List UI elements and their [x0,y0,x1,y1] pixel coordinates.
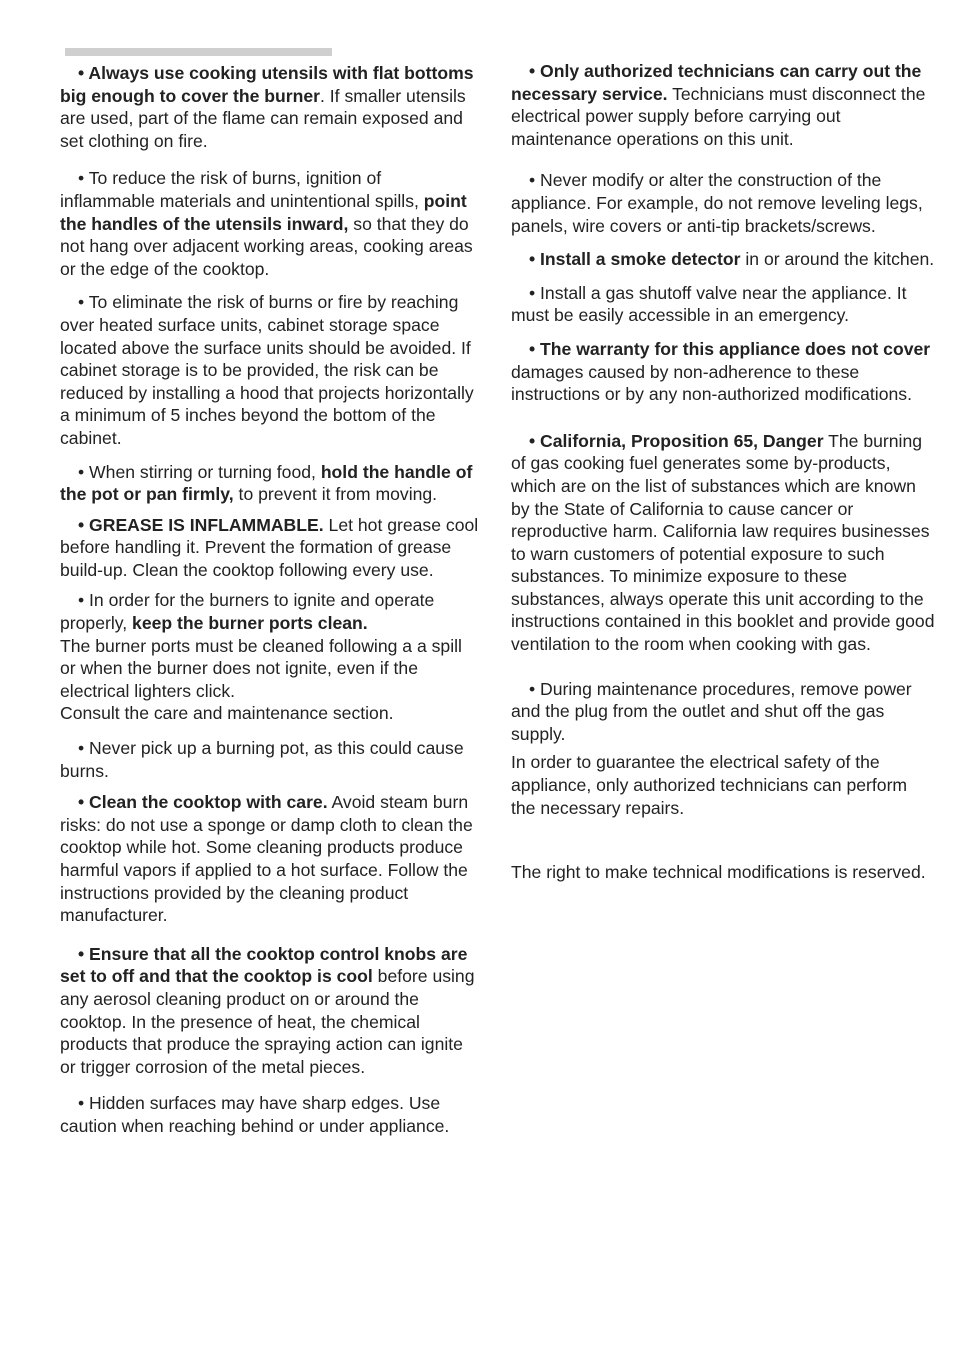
safety-paragraph [60,737,480,782]
safety-paragraph [60,1092,480,1137]
body-text: before using any aerosol cleaning product on or around the cooktop. In the presence of heat, the chemical products that produce the spraying action can ignite or trigger corrosion of the metal pieces. [60,966,475,1077]
body-text: The burning of gas cooking fuel generates some by-products, which are on the list of substances which are known by the State of California to cause cancer or reproductive harm. California law requires businesses to warn customers of potential exposure to such substances. To minimize exposure to these substances, always operate this unit according to the instructions contained in this booklet and provide good ventilation to the room when cooking with gas. [511,430,935,655]
body-text: Consult the care and maintenance section. [60,703,394,724]
safety-paragraph [60,791,480,927]
safety-paragraph [511,282,935,327]
header-rule [65,48,332,56]
safety-paragraph [511,678,935,746]
body-text: • During maintenance procedures, remove power and the plug from the outlet and shut off the gas supply. [511,678,912,744]
safety-paragraph [60,943,480,1079]
safety-paragraph [511,60,935,150]
body-text: so that they do not hang over adjacent working areas, cooking areas or the edge of the cooktop. [60,213,473,279]
right-column [511,60,935,884]
safety-paragraph [511,248,935,271]
body-text: to prevent it from moving. [233,484,438,505]
safety-paragraph [60,589,480,634]
body-text: Let hot grease cool before handling it. Prevent the formation of grease build-up. Clean the cooktop following every use. [60,514,479,580]
emphasis-text: point the handles of the utensils inward, [60,190,467,234]
emphasis-text: • Clean the cooktop with care. [78,792,328,813]
reservation-notice [511,861,935,884]
safety-paragraph [60,62,480,152]
body-text: • When stirring or turning food, [78,461,321,482]
safety-paragraph [511,338,935,406]
body-text: • To eliminate the risk of burns or fire by reaching over heated surface units, cabinet storage space located above the surface units should be avoided. If cabinet storage is to be provided, the risk can be reduced by installing a hood that projects horizontally a minimum of 5 inches beyond the bottom of the cabinet. [60,292,474,448]
body-text: Technicians must disconnect the electrical power supply before carrying out maintenance operations on this unit. [511,83,926,149]
body-text: in or around the kitchen. [740,249,935,270]
body-text: The right to make technical modifications is reserved. [511,862,926,883]
body-text: In order to guarantee the electrical safety of the appliance, only authorized technicians can perform the necessary repairs. [511,752,908,818]
body-text: • Never pick up a burning pot, as this could cause burns. [60,738,464,781]
emphasis-text: • Ensure that all the cooktop control knobs are set to off and that the cooktop is cool [60,943,468,987]
emphasis-text: hold the handle of the pot or pan firmly, [60,461,473,505]
safety-paragraph [511,169,935,237]
safety-paragraph [511,430,935,656]
safety-paragraph [60,167,480,280]
body-text: damages caused by non-adherence to these instructions or by any non-authorized modifications. [511,361,912,405]
emphasis-text: • California, Proposition 65, Danger [529,430,824,451]
emphasis-text: • Always use cooking utensils with flat bottoms big enough to cover the burner [60,63,474,106]
body-text: • Install a gas shutoff valve near the appliance. It must be easily accessible in an emergency. [511,282,907,326]
emphasis-text: • Only authorized technicians can carry out the necessary service. [511,61,922,104]
left-column [60,62,480,1138]
safety-paragraph-continued [60,702,480,725]
body-text: • Hidden surfaces may have sharp edges. Use caution when reaching behind or under appliance. [60,1093,450,1136]
body-text: . If smaller utensils are used, part of the flame can remain exposed and set clothing on fire. [60,85,466,151]
emphasis-text: • Install a smoke detector [529,249,741,270]
body-text: The burner ports must be cleaned following a a spill or when the burner does not ignite, even if the electrical lighters click. [60,635,462,701]
body-text: • To reduce the risk of burns, ignition of inflammable materials and unintentional spills, [60,168,424,211]
body-text: • Never modify or alter the construction of the appliance. For example, do not remove leveling legs, panels, wire covers or anti-tip brackets/screws. [511,170,923,236]
emphasis-text: keep the burner ports clean. [132,613,368,634]
safety-paragraph [60,291,480,449]
safety-paragraph-continued [511,751,935,819]
body-text: Avoid steam burn risks: do not use a sponge or damp cloth to clean the cooktop while hot. Some cleaning products produce harmful vapors if applied to a hot surface. Follow the instructions provided by the cleaning product manufacturer. [60,792,473,926]
safety-paragraph [60,461,480,506]
body-text: • In order for the burners to ignite and operate properly, [60,590,435,634]
emphasis-text: • GREASE IS INFLAMMABLE. [78,514,324,535]
safety-paragraph-continued [60,635,480,703]
emphasis-text: • The warranty for this appliance does not cover [529,338,931,359]
safety-paragraph [60,514,480,582]
